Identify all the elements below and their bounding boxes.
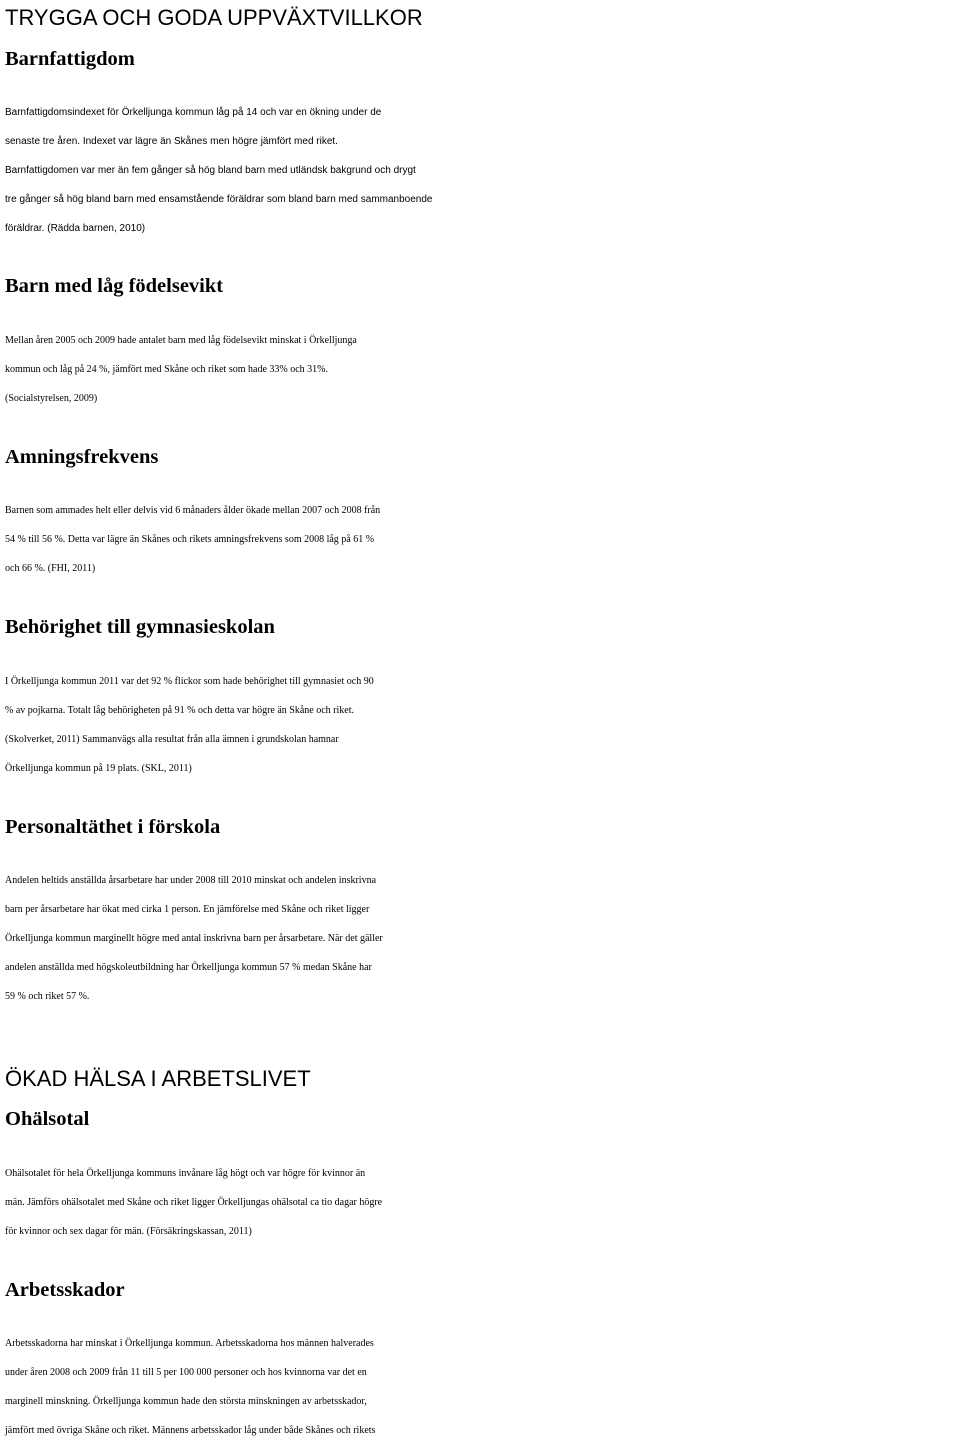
subheading-amningsfrekvens: Amningsfrekvens [5,446,159,468]
text-line: Ohälsotalet för hela Örkelljunga kommuns invånare låg högt och var högre för kvinnor än [5,1168,366,1179]
text-line: 54 % till 56 %. Detta var lägre än Skånes och rikets amningsfrekvens som 2008 låg på 61 % [5,534,375,545]
text-line: kommun och låg på 24 %, jämfört med Skåne och riket som hade 33% och 31%. [5,364,328,375]
subheading-barnfattigdom: Barnfattigdom [5,48,135,70]
text-line: marginell minskning. Örkelljunga kommun hade den största minskningen av arbetsskador, [5,1396,367,1407]
text-line: för kvinnor och sex dagar för män. (Försäkringskassan, 2011) [5,1226,252,1237]
paragraph-arbetsskador [5,1329,957,1445]
text-line: Arbetsskadorna har minskat i Örkelljunga kommun. Arbetsskadorna hos männen halverades [5,1338,374,1349]
text-line: andelen anställda med högskoleutbildning har Örkelljunga kommun 57 % medan Skåne har [5,962,372,973]
section-title: TRYGGA OCH GODA UPPVÄXTVILLKOR [5,5,423,30]
text-line: Barnfattigdomsindexet för Örkelljunga kommun låg på 14 och var en ökning under de [5,107,382,118]
paragraph-ohalsotal [5,1159,957,1246]
text-line: (Socialstyrelsen, 2009) [5,393,98,404]
paragraph-barnfattigdom [5,98,957,243]
text-line: Barnfattigdomen var mer än fem gånger så hög bland barn med utländsk bakgrund och drygt [5,165,416,176]
subheading-lag-fodelsevikt: Barn med låg födelsevikt [5,275,224,297]
paragraph-personaltathet [5,866,957,1011]
section-title: ÖKAD HÄLSA I ARBETSLIVET [5,1066,311,1091]
paragraph-behorighet [5,667,957,783]
text-line: % av pojkarna. Totalt låg behörigheten på 91 % och detta var högre än Skåne och riket. [5,705,354,716]
text-line: jämfört med övriga Skåne och riket. Männens arbetsskador låg under både Skånes och rikets [5,1425,376,1436]
subheading-personaltathet: Personaltäthet i förskola [5,816,221,838]
text-line: (Skolverket, 2011) Sammanvägs alla resultat från alla ämnen i grundskolan hamnar [5,734,339,745]
subheading-ohalsotal: Ohälsotal [5,1108,90,1130]
text-line: Barnen som ammades helt eller delvis vid 6 månaders ålder ökade mellan 2007 och 2008 från [5,505,381,516]
paragraph-amningsfrekvens [5,496,957,583]
text-line: I Örkelljunga kommun 2011 var det 92 % flickor som hade behörighet till gymnasiet och 90 [5,676,374,687]
paragraph-lag-fodelsevikt [5,326,957,413]
text-line: under åren 2008 och 2009 från 11 till 5 per 100 000 personer och hos kvinnorna var det en [5,1367,367,1378]
text-line: 59 % och riket 57 %. [5,991,90,1002]
text-line: Örkelljunga kommun marginellt högre med antal inskrivna barn per årsarbetare. När det gäller [5,933,383,944]
text-line: Örkelljunga kommun på 19 plats. (SKL, 2011) [5,763,192,774]
subheading-arbetsskador: Arbetsskador [5,1279,125,1301]
text-line: män. Jämförs ohälsotalet med Skåne och riket ligger Örkelljungas ohälsotal ca tio dagar högre [5,1197,383,1208]
text-line: tre gånger så hög bland barn med ensamstående föräldrar som bland barn med sammanboende [5,194,433,205]
text-line: Andelen heltids anställda årsarbetare har under 2008 till 2010 minskat och andelen inskrivna [5,875,377,886]
subheading-behorighet: Behörighet till gymnasieskolan [5,616,275,638]
text-line: och 66 %. (FHI, 2011) [5,563,96,574]
text-line: senaste tre åren. Indexet var lägre än Skånes men högre jämfört med riket. [5,136,338,147]
text-line: barn per årsarbetare har ökat med cirka 1 person. En jämförelse med Skåne och riket ligger [5,904,370,915]
text-line: föräldrar. (Rädda barnen, 2010) [5,223,146,234]
text-line: Mellan åren 2005 och 2009 hade antalet barn med låg födelsevikt minskat i Örkelljunga [5,335,357,346]
